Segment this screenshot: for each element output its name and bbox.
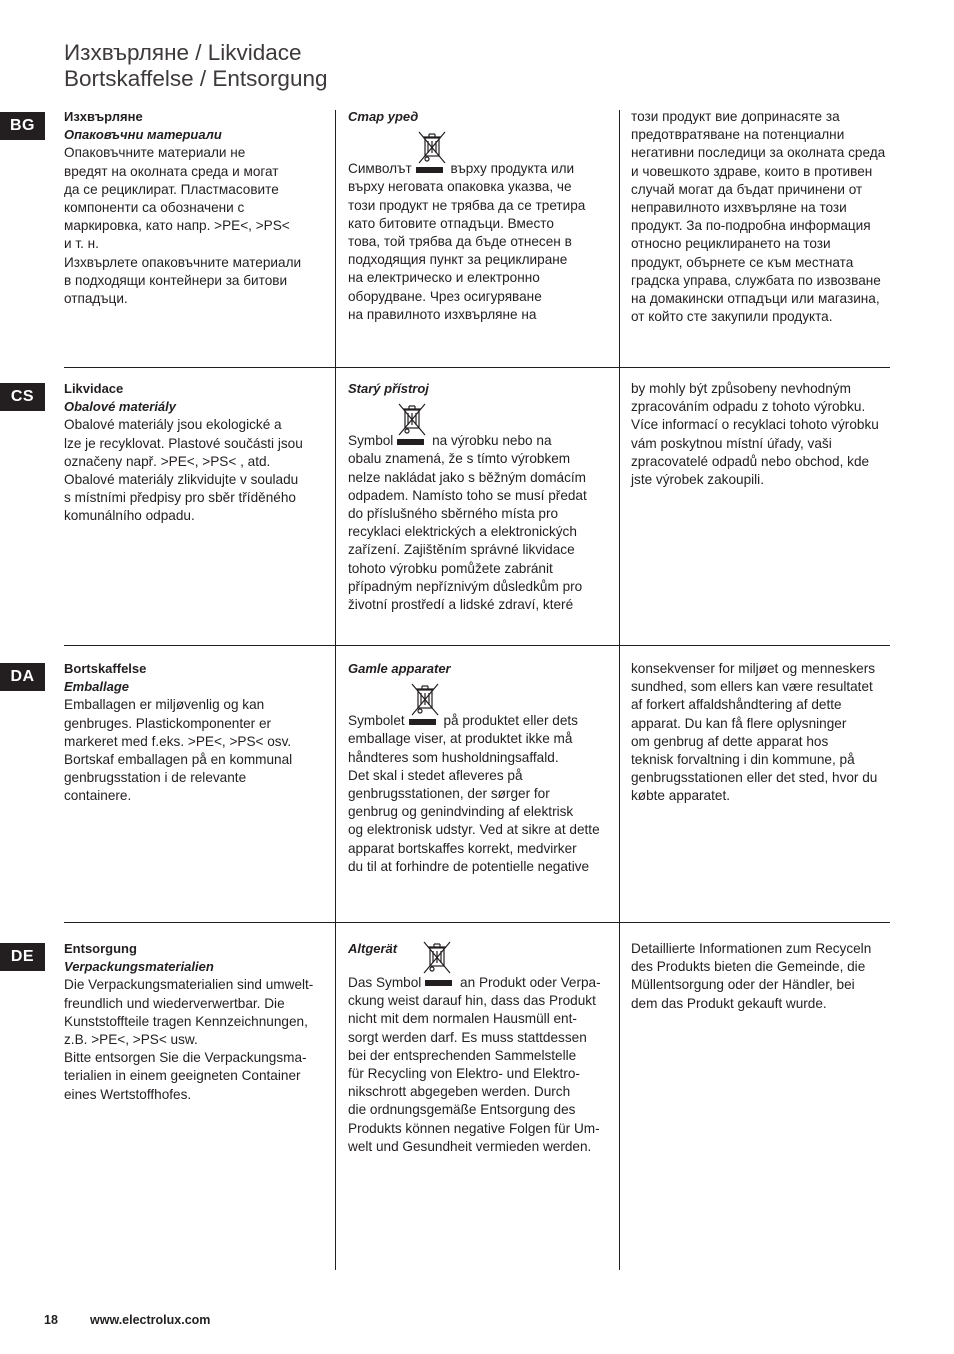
packaging-column xyxy=(64,380,324,526)
old-appliance-heading: Стар уред xyxy=(348,109,419,124)
page-title-line-1: Изхвърляне / Likvidace xyxy=(64,40,302,65)
old-appliance-body: na výrobku nebo na obalu znamená, že s tímto výrobkem nelze nakládat jako s běžným domácím odpadem. Namísto toho se musí předat do příslušného sběrného místa pro recyklaci elektrických a elektronických zařízení. Zajištěním správné likvidace tohoto výrobku pomůžete zabránit případným nepříznivým důsledkům pro životní prostředí a lidské zdraví, které xyxy=(348,433,587,613)
symbol-lead: Symbolet xyxy=(348,713,405,729)
old-appliance-column xyxy=(348,108,610,324)
solid-bar-icon xyxy=(397,439,424,445)
old-appliance-text xyxy=(348,432,610,614)
recycling-info-text: konsekvenser for miljøet og menneskers sundhed, som ellers kan være resultatet af forkert affaldshåndtering af dette apparat. Du kan få flere oplysninger om genbrug af dette apparat hos teknisk forvaltning i din kommune, på genbrugsstationen eller det sted, hvor du købte apparatet. xyxy=(631,661,878,804)
language-badge-bg: BG xyxy=(0,112,45,140)
section-heading: Изхвърляне xyxy=(64,109,143,124)
packaging-text: Опаковъчните материали не вредят на околната среда и могат да се рециклират. Пластмасовите компоненти са обозначени с маркировка, като напр. >PE<, >PS< и т. н. Изхвърлете опаковъчните материали в подходящи контейнери за битови отпадъци. xyxy=(64,145,302,307)
packaging-column xyxy=(64,108,324,308)
solid-bar-icon xyxy=(425,980,452,986)
page-number: 18 xyxy=(44,1313,58,1327)
symbol-lead: Symbol xyxy=(348,433,394,449)
old-appliance-body: på produktet eller dets emballage viser, at produktet ikke må håndteres som husholdningsaffald. Det skal i stedet afleveres på genbrugsstationen, der sørger for genbrug og genindvinding af elektrisk og elektronisk udstyr. Ved at sikre at dette apparat bortskaffes korrekt, medvirker du til at forhindre de potentielle negative xyxy=(348,713,600,874)
language-badge-de: DE xyxy=(0,943,45,971)
section-heading: Bortskaffelse xyxy=(64,661,147,676)
section-heading: Entsorgung xyxy=(64,941,137,956)
old-appliance-body: an Produkt oder Verpa- ckung weist darauf hin, dass das Produkt nicht mit dem normalen Hausmüll ent- sorgt werden darf. Es muss stattdessen bei der entsprechenden Sammelstelle für Recycling von Elektro- und Elektro- nikschrott abgegeben werden. Durch die ordnungsgemäße Entsorgung des Produkts können negative Folgen für Um- welt und Gesundheit vermieden werden. xyxy=(348,975,601,1154)
symbol-lead: Das Symbol xyxy=(348,975,422,990)
section-subheading: Опаковъчни материали xyxy=(64,127,222,143)
old-appliance-text xyxy=(348,160,610,324)
symbol-lead: Символът xyxy=(348,161,412,177)
language-badge-da: DA xyxy=(0,663,45,691)
old-appliance-body: върху продукта или върху неговата опаковка указва, че този продукт не трябва да се третира като битовите отпадъци. Вместо това, той трябва да бъде отнесен в подходящия пункт за рециклиране на електрическо и електронно оборудване. Чрез осигуряване на правилното изхвърляне на xyxy=(348,161,586,322)
old-appliance-column xyxy=(348,660,610,876)
recycling-info-text: този продукт вие допринасяте за предотвратяване на потенциални негативни последици за околната среда и човешкото здраве, които в противен случай могат да бъдат причинени от неправилното изхвърляне на този продукт. За по-подробна информация относно рециклирането на този продукт, обърнете се към местната градска управа, службата по извозване на домакински отпадъци или магазина, от който сте закупили продукта. xyxy=(631,109,886,325)
column-divider-left xyxy=(335,110,336,1270)
old-appliance-heading: Gamle apparater xyxy=(348,661,451,676)
old-appliance-text xyxy=(348,974,610,1156)
packaging-column xyxy=(64,660,324,806)
column-divider-right xyxy=(619,110,620,1270)
recycling-info-column xyxy=(631,108,893,326)
packaging-text: Emballagen er miljøvenlig og kan genbruges. Plastickomponenter er markeret med f.eks. >PE<, >PS< osv. Bortskaf emballagen på en kommunal genbrugsstation i de relevante containere. xyxy=(64,697,293,804)
section-divider-2 xyxy=(64,645,890,646)
solid-bar-icon xyxy=(409,719,436,725)
section-heading: Likvidace xyxy=(64,381,124,396)
section-subheading: Obalové materiály xyxy=(64,399,176,415)
recycling-info-column xyxy=(631,380,893,489)
recycling-info-text: Detaillierte Informationen zum Recyceln des Produkts bieten die Gemeinde, die Müllentsorgung oder der Händler, bei dem das Produkt gekauft wurde. xyxy=(631,941,872,1011)
old-appliance-column xyxy=(348,380,610,614)
page-title-line-2: Bortskaffelse / Entsorgung xyxy=(64,66,328,91)
solid-bar-icon xyxy=(416,167,443,173)
recycling-info-column xyxy=(631,940,893,1013)
weee-bin-icon xyxy=(398,402,426,438)
section-divider-1 xyxy=(64,367,890,368)
weee-bin-icon xyxy=(418,130,446,166)
weee-bin-icon xyxy=(423,940,451,976)
section-subheading: Emballage xyxy=(64,679,130,695)
packaging-text: Die Verpackungsmaterialien sind umwelt- freundlich und wiederverwertbar. Die Kunststoffteile tragen Kennzeichnungen, z.B. >PE<, >PS< usw. Bitte entsorgen Sie die Verpackungsma- terialien in einem geeigneten Container eines Wertstoffhofes. xyxy=(64,977,314,1102)
recycling-info-column xyxy=(631,660,893,806)
packaging-text: Obalové materiály jsou ekologické a lze je recyklovat. Plastové součásti jsou označeny např. >PE<, >PS< , atd. Obalové materiály zlikvidujte v souladu s místními předpisy pro sběr tříděného komunálního odpadu. xyxy=(64,417,303,524)
packaging-column xyxy=(64,940,324,1104)
website-url: www.electrolux.com xyxy=(90,1313,211,1327)
weee-bin-icon xyxy=(411,682,439,718)
section-subheading: Verpackungsmaterialien xyxy=(64,959,214,975)
old-appliance-heading: Starý přístroj xyxy=(348,381,429,396)
language-badge-cs: CS xyxy=(0,383,45,411)
recycling-info-text: by mohly být způsobeny nevhodným zpracováním odpadu z tohoto výrobku. Více informací o recyklaci tohoto výrobku vám poskytnou místní úřady, vaši zpracovatelé odpadů nebo obchod, kde jste výrobek zakoupili. xyxy=(631,381,879,488)
old-appliance-heading: Altgerät xyxy=(348,941,398,956)
section-divider-3 xyxy=(64,922,890,923)
page-title xyxy=(64,40,328,92)
old-appliance-text xyxy=(348,712,610,876)
old-appliance-column xyxy=(348,940,610,1156)
